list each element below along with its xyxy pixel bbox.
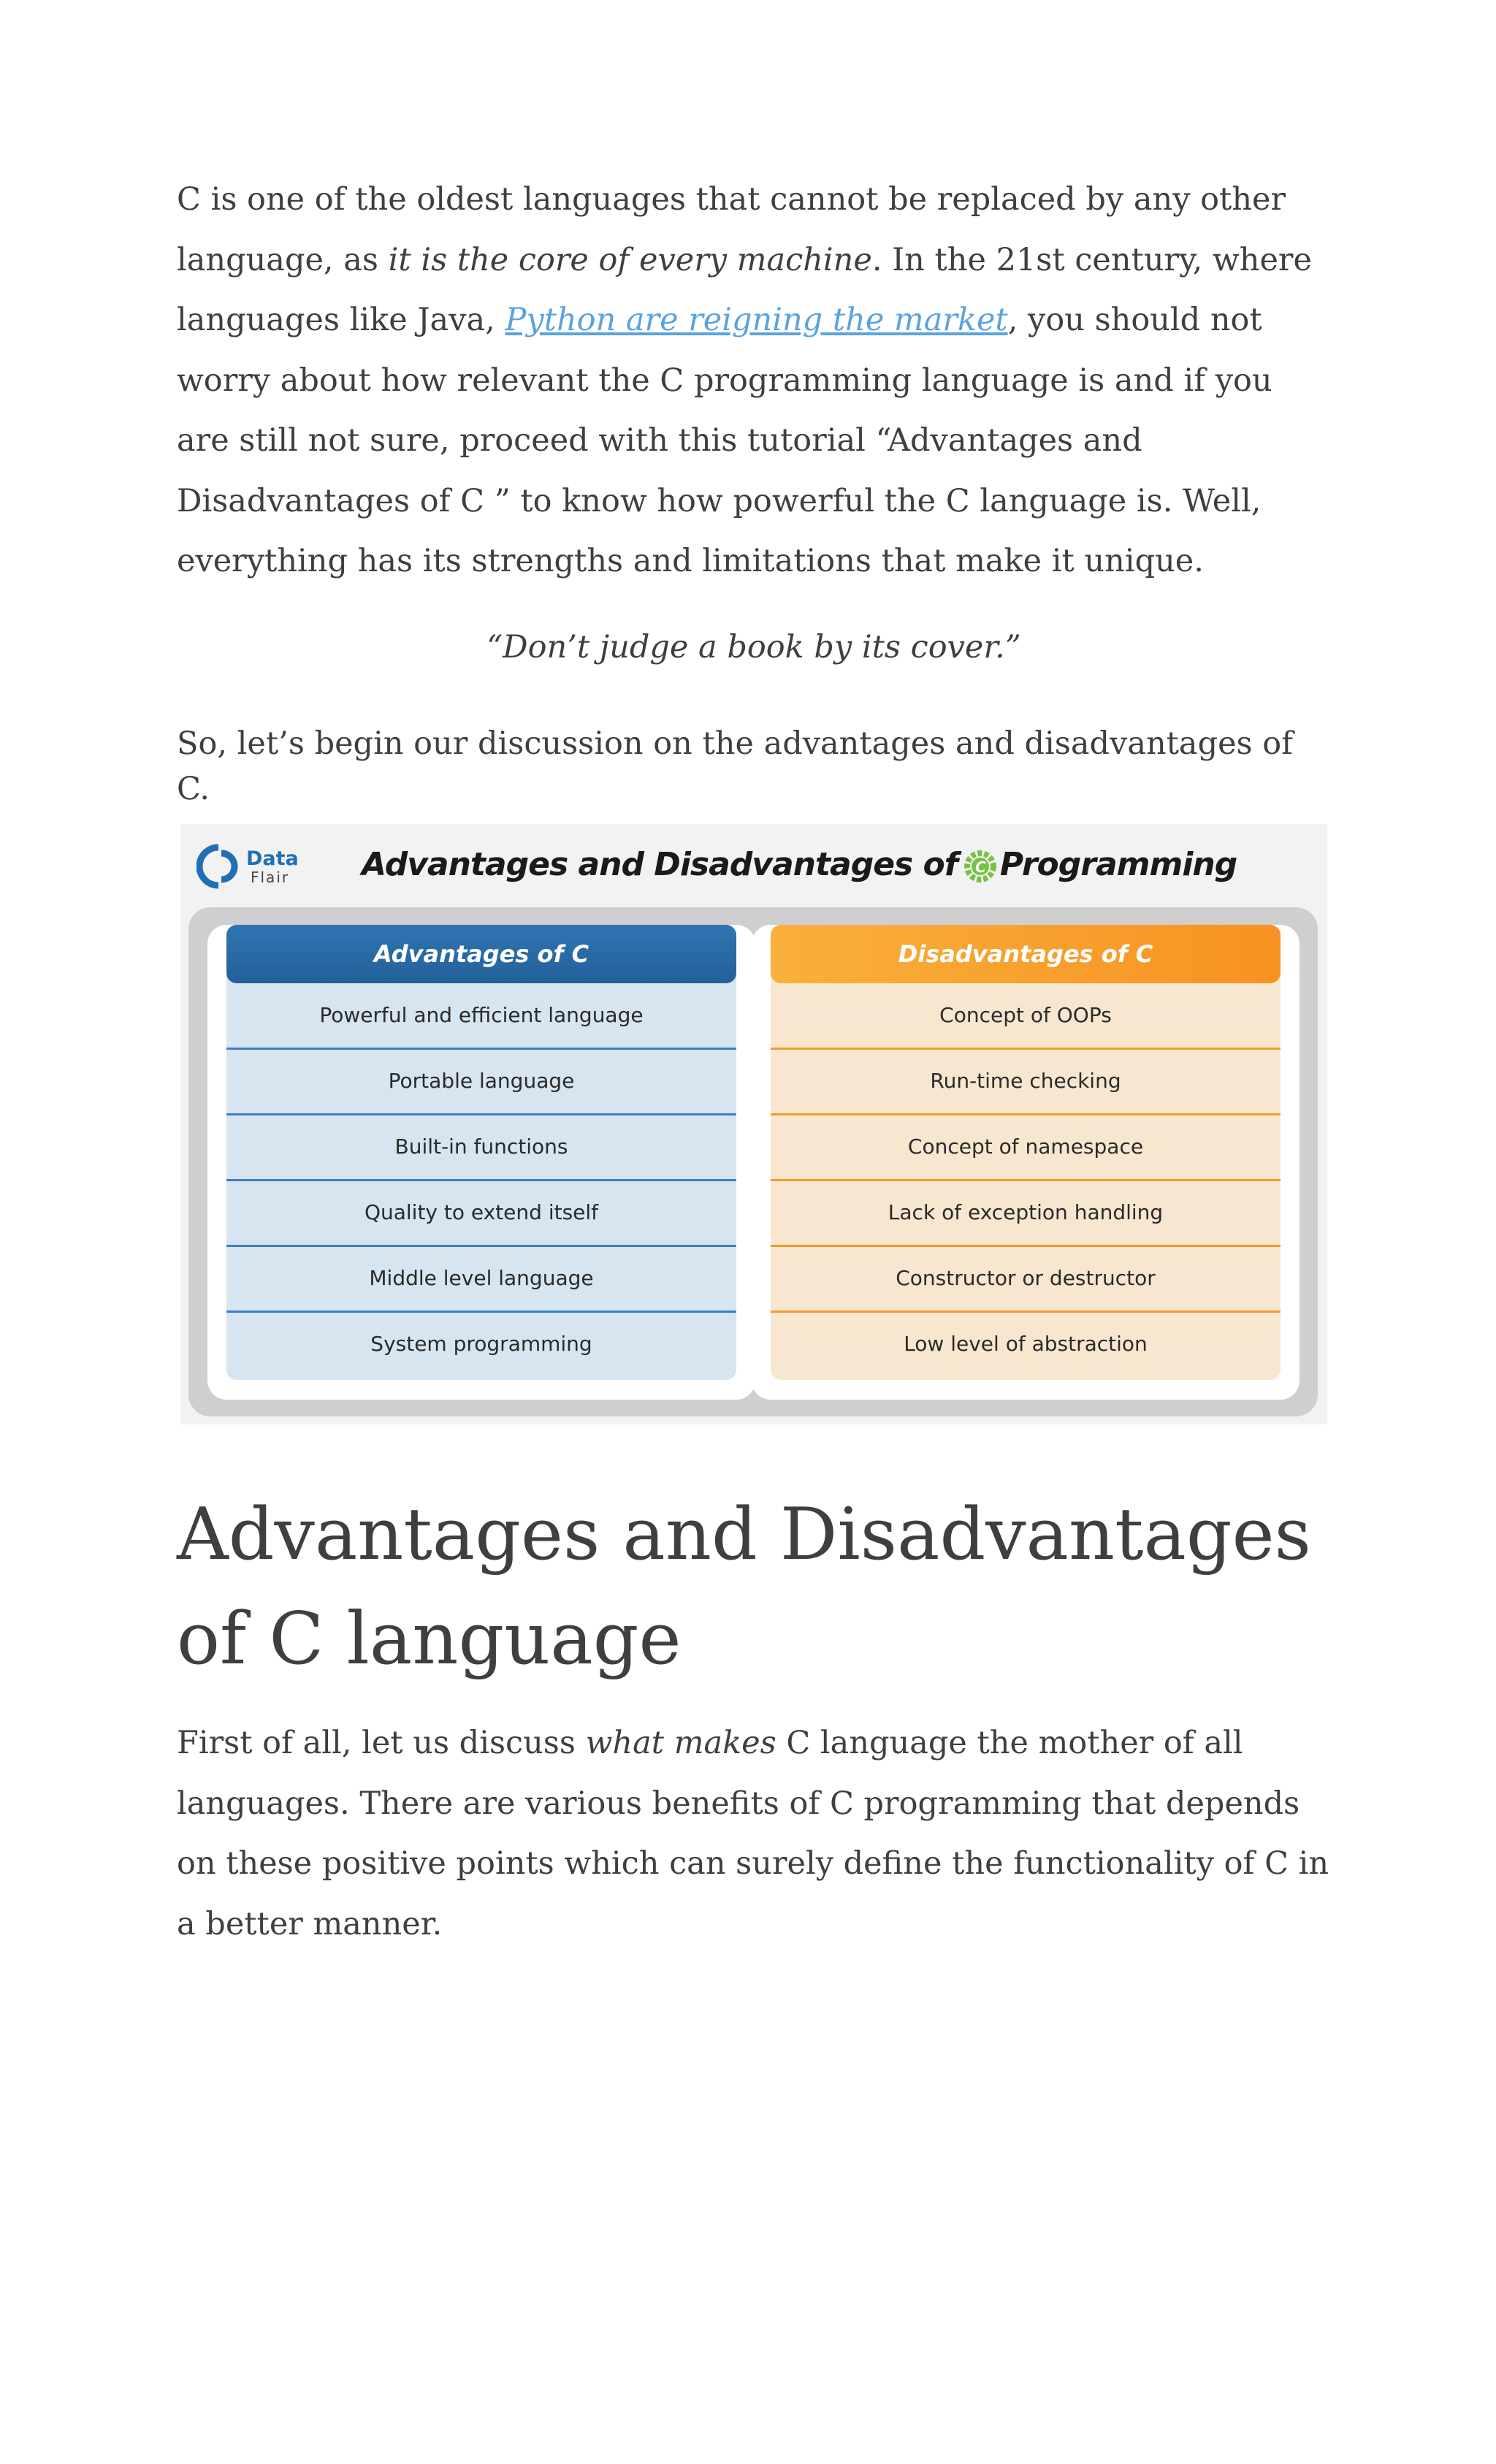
advantage-item: Built-in functions xyxy=(226,1115,736,1181)
advantages-disadvantages-infographic xyxy=(180,824,1327,1424)
advantage-item: Middle level language xyxy=(226,1246,736,1313)
advantage-item: Quality to extend itself xyxy=(226,1180,736,1247)
advantages-column xyxy=(226,925,736,1380)
infographic-frame xyxy=(188,907,1318,1416)
infographic-title-text: Advantages and Disadvantages of xyxy=(362,846,958,883)
disadvantage-item: Concept of OOPs xyxy=(771,983,1281,1050)
advantages-heading: Advantages of C xyxy=(226,925,736,983)
advantage-item: Portable language xyxy=(226,1049,736,1115)
c-gear-icon xyxy=(963,850,997,883)
svg-text:C: C xyxy=(975,858,985,876)
disadvantage-item: Constructor or destructor xyxy=(771,1246,1281,1313)
logo-text-data: Data xyxy=(246,847,299,870)
body-paragraph xyxy=(177,1713,1346,1954)
intro-italic: it is the core of every machine xyxy=(388,241,872,278)
dataflair-logo xyxy=(196,840,306,891)
disadvantages-panel xyxy=(752,925,1300,1400)
lead-paragraph: So, let’s begin our discussion on the advantages and disadvantages of C. xyxy=(177,725,1294,807)
disadvantage-item: Run-time checking xyxy=(771,1049,1281,1115)
disadvantages-heading: Disadvantages of C xyxy=(771,925,1281,983)
body-text-2: C language the mother of all languages. There are various benefits of C programming that depends on these positive points which can surely define the functionality of C in a better manner. xyxy=(177,1725,1329,1942)
disadvantage-item: Low level of abstraction xyxy=(904,1332,1148,1356)
intro-paragraph xyxy=(177,169,1331,592)
body-italic: what makes xyxy=(585,1725,776,1761)
intro-text-1: C is one of the oldest languages that cannot be replaced by any other language, as xyxy=(177,181,1286,278)
section-heading: Advantages and Disadvantages of C language xyxy=(177,1493,1311,1681)
advantage-item: System programming xyxy=(370,1332,592,1356)
intro-text-2: . In the 21st century, where languages like Java, xyxy=(177,241,1312,338)
python-market-link[interactable]: Python are reigning the market xyxy=(505,302,1008,338)
body-text-1: First of all, let us discuss xyxy=(177,1725,586,1761)
infographic-title-programming: Programming xyxy=(999,846,1237,883)
disadvantage-item: Concept of namespace xyxy=(771,1115,1281,1181)
advantages-panel xyxy=(207,925,755,1400)
advantage-item: Powerful and efficient language xyxy=(226,983,736,1050)
disadvantages-column xyxy=(771,925,1281,1380)
disadvantage-item: Lack of exception handling xyxy=(771,1180,1281,1247)
logo-text-flair: Flair xyxy=(251,869,290,886)
pull-quote: “Don’t judge a book by its cover.” xyxy=(486,629,1021,665)
infographic-title xyxy=(362,846,1237,883)
intro-text-3: , you should not worry about how relevant the C programming language is and if you are still not sure, proceed with this tutorial “Advantages and Disadvantages of C ” to know how powerful the C language is. Well, everything has its strengths and limitations that make it unique. xyxy=(177,302,1272,579)
